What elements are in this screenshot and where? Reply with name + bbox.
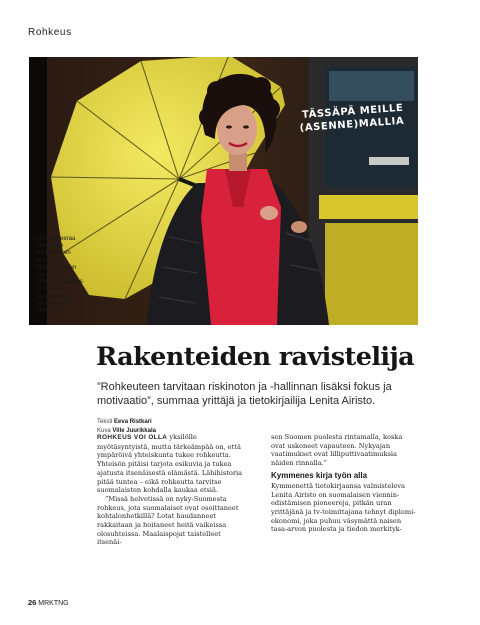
body-column-right <box>271 433 417 534</box>
text-credit-label: Teksti <box>97 419 113 425</box>
magazine-name: MRKTNG <box>38 600 69 607</box>
section-label: Rohkeus <box>28 27 72 38</box>
body-paragraph: sen Suomen puolesta rintamalla, koska ovat uskoneet vapauteen. Nykyajan vaatimukset ovat lilliputtivaatimuksia näiden rinnalla.” <box>271 433 403 468</box>
article-lead: ”Rohkeuteen tarvitaan riskinoton ja -hallinnan lisäksi fokus ja motivaatio”, summaa yrittäjä ja tietokirjailija Lenita Airisto. <box>97 381 392 407</box>
text-credit-author: Eeva Ristkari <box>114 419 152 425</box>
hero-photo <box>29 57 418 325</box>
photo-caption: Lenita siteeraa mielellään kreikkalaisen filosofin Thukydideksen viisautta: "Onnen salaisuus on vapaus. Ja vapauden salaisuus on rohkeus." <box>36 236 83 315</box>
lead-in: ROHKEUS VOI OLLA <box>97 434 168 441</box>
folio <box>28 598 69 607</box>
subheading: Kymmenes kirja työn alla <box>271 470 368 480</box>
photo-credit-label: Kuva <box>97 427 111 434</box>
article-title: Rakenteiden ravistelija <box>96 342 415 372</box>
photo-credit-author: Ville Juurikkala <box>112 427 156 434</box>
body-paragraph: Kymmenettä tietokirjaansa valmisteleva Lenita Airisto on suomalaisen viennin-edistämisen pioneereja, pitkän uran yrittäjänä ja tv-toimittajana tehnyt diplomi-ekonomi, joka puhuu väsymättä naisen tasa-arvon puolesta ja tiedon merkityk- <box>271 481 416 534</box>
body-column-left <box>97 433 243 547</box>
body-paragraph: yksilölle myötäsyntyistä, mutta tärkeämpää on, että ympäröivä yhteiskunta tukee rohkeutta. Yhteisön pitäisi tarjota esikuvia ja tukea ajatusta itsenäisestä elämästä. Lähihistoria pitää tuntea – eikä rohkeutta tarvitse suomalaisten kohdalla kaukaa etsiä. <box>97 433 243 495</box>
photo-headline: TÄSSÄPÄ MEILLE (ASENNE)MALLIA <box>299 102 405 135</box>
page-number: 26 <box>28 598 37 607</box>
body-paragraph: ”Missä helvetissä on nyky-Suomesta rohkeus, jota suomalaiset ovat osoittaneet kohtalonhetkillä? Lotat haudanneet rakkaitaan ja hoitaneet heitä vaikeissa olosuhteissa. Maalaispojat taistelleet itsenäi- <box>97 494 239 547</box>
